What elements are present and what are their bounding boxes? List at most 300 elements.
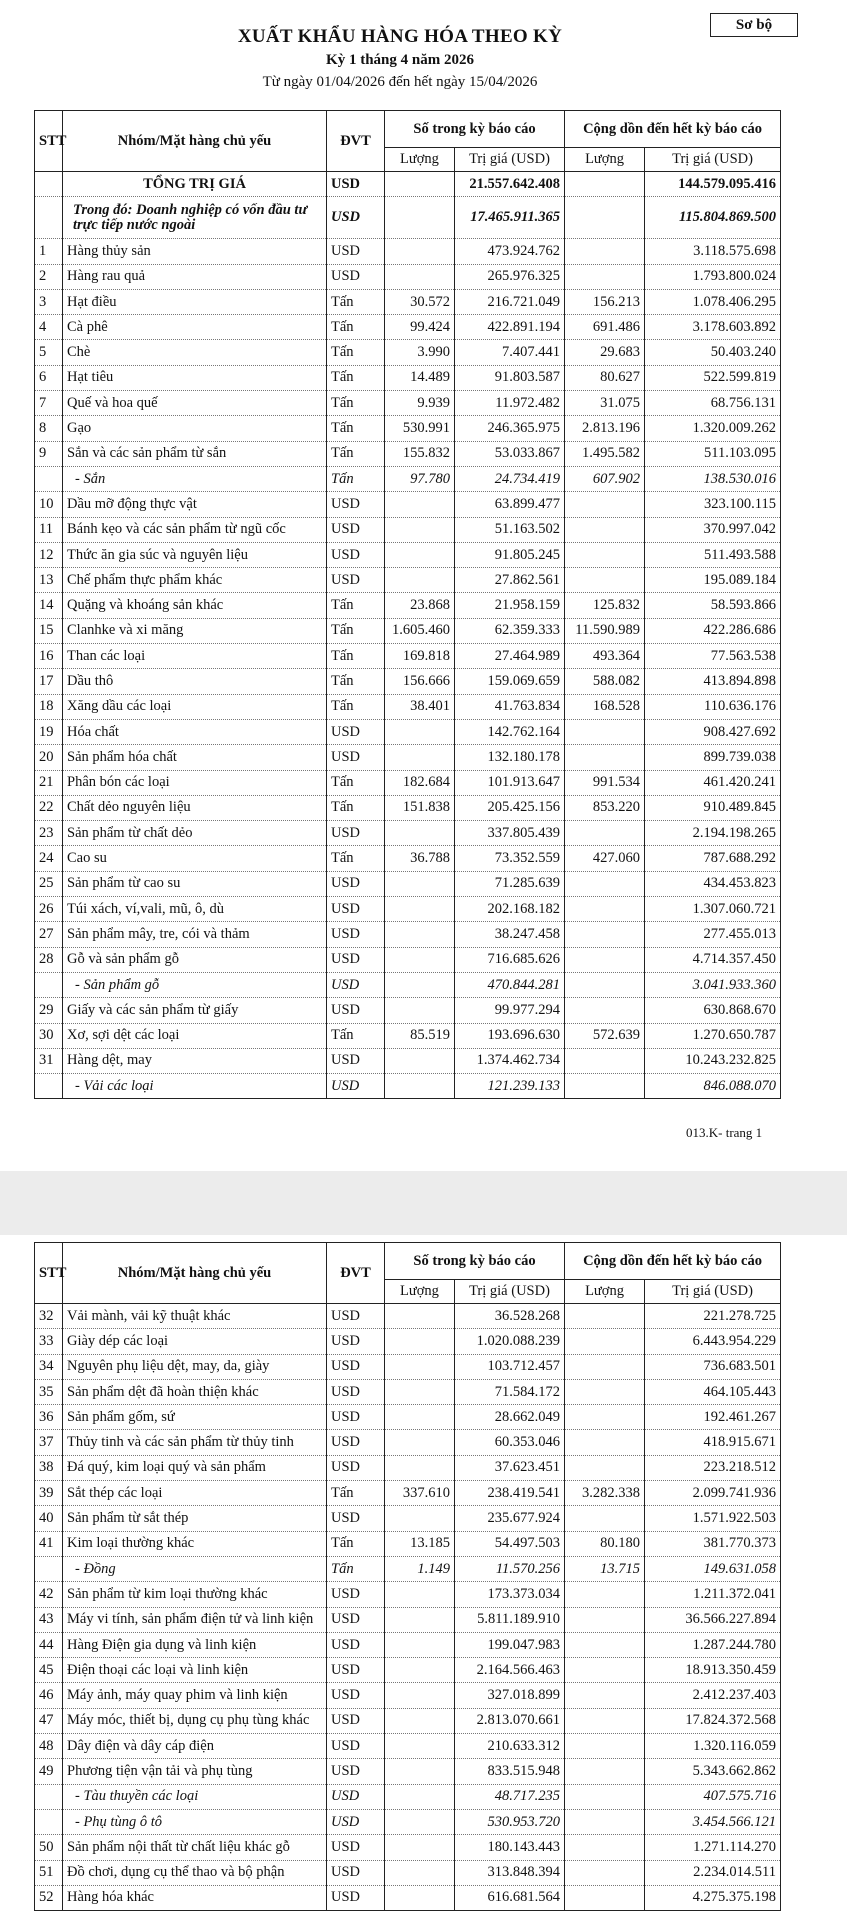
cell-period-qty — [385, 897, 455, 922]
cell-unit: USD — [327, 1708, 385, 1733]
table-row — [35, 1860, 781, 1885]
cell-unit: Tấn — [327, 1556, 385, 1581]
cell-stt: 27 — [35, 922, 63, 947]
cell-unit: USD — [327, 1455, 385, 1480]
cell-stt: 30 — [35, 1023, 63, 1048]
cell-cum-qty: 1.495.582 — [565, 441, 645, 466]
report-period: Kỳ 1 tháng 4 năm 2026 — [326, 52, 474, 68]
cell-period-qty: 1.149 — [385, 1556, 455, 1581]
cell-period-qty: 38.401 — [385, 694, 455, 719]
cell-cum-value: 1.793.800.024 — [645, 264, 781, 289]
cell-item-name: Sản phẩm hóa chất — [63, 745, 327, 770]
cell-period-qty — [385, 264, 455, 289]
cell-period-qty: 156.666 — [385, 669, 455, 694]
table-row — [35, 1506, 781, 1531]
table-row — [35, 821, 781, 846]
cell-unit: USD — [327, 1329, 385, 1354]
cell-unit: Tấn — [327, 669, 385, 694]
table-row — [35, 441, 781, 466]
cell-period-qty — [385, 1860, 455, 1885]
cell-period-value: 21.958.159 — [455, 593, 565, 618]
cell-unit: Tấn — [327, 795, 385, 820]
cell-stt: 33 — [35, 1329, 63, 1354]
cell-cum-qty — [565, 897, 645, 922]
cell-period-qty — [385, 1405, 455, 1430]
cell-unit: Tấn — [327, 1023, 385, 1048]
cell-item-name: Hàng rau quả — [63, 264, 327, 289]
table-row — [35, 1556, 781, 1581]
cell-cum-value: 223.218.512 — [645, 1455, 781, 1480]
table-row — [35, 644, 781, 669]
cell-cum-qty — [565, 1885, 645, 1910]
cell-stt: 9 — [35, 441, 63, 466]
cell-unit: USD — [327, 517, 385, 542]
cell-item-name: Sản phẩm từ kim loại thường khác — [63, 1582, 327, 1607]
cell-period-qty — [385, 1430, 455, 1455]
cell-stt: 19 — [35, 719, 63, 744]
cell-unit: USD — [327, 1835, 385, 1860]
header-item-group: Nhóm/Mặt hàng chủ yếu — [63, 1243, 327, 1304]
cell-cum-value: 434.453.823 — [645, 871, 781, 896]
header-cum-qty: Lượng — [565, 1280, 645, 1304]
cell-cum-qty: 11.590.989 — [565, 618, 645, 643]
table-row — [35, 1658, 781, 1683]
cell-item-name: Gỗ và sản phẩm gỗ — [63, 947, 327, 972]
cell-stt: 45 — [35, 1658, 63, 1683]
cell-period-value: 24.734.419 — [455, 466, 565, 491]
cell-cum-value: 36.566.227.894 — [645, 1607, 781, 1632]
cell-unit: USD — [327, 1304, 385, 1329]
cell-period-value: 473.924.762 — [455, 239, 565, 264]
cell-stt — [35, 972, 63, 997]
cell-period-value: 27.464.989 — [455, 644, 565, 669]
cell-cum-qty: 80.627 — [565, 365, 645, 390]
cell-cum-qty — [565, 947, 645, 972]
cell-period-qty — [385, 1379, 455, 1404]
cell-period-value: 99.977.294 — [455, 998, 565, 1023]
cell-period-value: 159.069.659 — [455, 669, 565, 694]
table-row — [35, 1759, 781, 1784]
cell-item-name: Sản phẩm mây, tre, cói và thảm — [63, 922, 327, 947]
table-row — [35, 1405, 781, 1430]
cell-item-name: Xơ, sợi dệt các loại — [63, 1023, 327, 1048]
cell-item-name: Clanhke và xi măng — [63, 618, 327, 643]
report-date-range: Từ ngày 01/04/2026 đến hết ngày 15/04/2026 — [262, 74, 538, 90]
cell-stt: 17 — [35, 669, 63, 694]
cell-item-name: - Sản phẩm gỗ — [63, 972, 327, 997]
cell-unit: USD — [327, 745, 385, 770]
table-row — [35, 172, 781, 197]
cell-period-value: 530.953.720 — [455, 1809, 565, 1834]
cell-item-name: Bánh kẹo và các sản phẩm từ ngũ cốc — [63, 517, 327, 542]
cell-item-name: Thủy tinh và các sản phẩm từ thủy tinh — [63, 1430, 327, 1455]
cell-unit: USD — [327, 1860, 385, 1885]
export-table-page-2 — [34, 1242, 781, 1911]
table-row — [35, 1481, 781, 1506]
cell-unit: USD — [327, 1379, 385, 1404]
cell-cum-value: 3.041.933.360 — [645, 972, 781, 997]
cell-cum-qty — [565, 1455, 645, 1480]
cell-cum-value: 511.103.095 — [645, 441, 781, 466]
cell-period-qty: 99.424 — [385, 315, 455, 340]
cell-cum-qty — [565, 1784, 645, 1809]
cell-period-value: 103.712.457 — [455, 1354, 565, 1379]
cell-item-name: Máy móc, thiết bị, dụng cụ phụ tùng khác — [63, 1708, 327, 1733]
cell-cum-value: 138.530.016 — [645, 466, 781, 491]
table-row — [35, 1531, 781, 1556]
cell-item-name: Điện thoại các loại và linh kiện — [63, 1658, 327, 1683]
table-row — [35, 719, 781, 744]
cell-period-value: 833.515.948 — [455, 1759, 565, 1784]
cell-period-value: 422.891.194 — [455, 315, 565, 340]
cell-period-qty — [385, 1304, 455, 1329]
cell-stt — [35, 172, 63, 197]
table-row — [35, 517, 781, 542]
header-stt: STT — [35, 111, 63, 172]
cell-period-qty: 337.610 — [385, 1481, 455, 1506]
header-cumulative: Cộng dồn đến hết kỳ báo cáo — [565, 111, 781, 148]
cell-period-value: 71.285.639 — [455, 871, 565, 896]
cell-period-qty — [385, 1632, 455, 1657]
table-row — [35, 1430, 781, 1455]
table-row — [35, 391, 781, 416]
cell-cum-value: 4.714.357.450 — [645, 947, 781, 972]
cell-period-qty — [385, 871, 455, 896]
cell-period-value: 51.163.502 — [455, 517, 565, 542]
cell-item-name: Dây điện và dây cáp điện — [63, 1734, 327, 1759]
cell-item-name: Cà phê — [63, 315, 327, 340]
cell-unit: USD — [327, 1632, 385, 1657]
cell-period-qty — [385, 197, 455, 239]
cell-cum-qty: 80.180 — [565, 1531, 645, 1556]
cell-cum-value: 1.320.009.262 — [645, 416, 781, 441]
cell-unit: Tấn — [327, 694, 385, 719]
table-body-page-2 — [35, 1304, 781, 1911]
cell-period-qty — [385, 1607, 455, 1632]
cell-period-qty — [385, 517, 455, 542]
cell-cum-value: 115.804.869.500 — [645, 197, 781, 239]
cell-period-qty — [385, 719, 455, 744]
cell-stt — [35, 1784, 63, 1809]
cell-cum-qty — [565, 1048, 645, 1073]
cell-cum-qty — [565, 871, 645, 896]
cell-cum-value: 1.571.922.503 — [645, 1506, 781, 1531]
cell-item-name: Chế phẩm thực phẩm khác — [63, 568, 327, 593]
cell-stt: 3 — [35, 289, 63, 314]
cell-stt: 22 — [35, 795, 63, 820]
header-period: Số trong kỳ báo cáo — [385, 111, 565, 148]
cell-period-qty: 182.684 — [385, 770, 455, 795]
cell-cum-qty: 493.364 — [565, 644, 645, 669]
cell-stt: 18 — [35, 694, 63, 719]
cell-period-qty — [385, 998, 455, 1023]
cell-cum-value: 899.739.038 — [645, 745, 781, 770]
cell-stt: 26 — [35, 897, 63, 922]
table-row — [35, 871, 781, 896]
page-footer: 013.K- trang 1 — [686, 1125, 763, 1140]
cell-period-qty: 530.991 — [385, 416, 455, 441]
cell-item-name: - Sắn — [63, 466, 327, 491]
cell-period-value: 60.353.046 — [455, 1430, 565, 1455]
cell-period-value: 54.497.503 — [455, 1531, 565, 1556]
cell-unit: Tấn — [327, 770, 385, 795]
cell-stt: 39 — [35, 1481, 63, 1506]
cell-unit: Tấn — [327, 1531, 385, 1556]
cell-period-value: 2.813.070.661 — [455, 1708, 565, 1733]
cell-stt: 1 — [35, 239, 63, 264]
header-period-value: Trị giá (USD) — [455, 148, 565, 172]
cell-period-qty: 14.489 — [385, 365, 455, 390]
cell-cum-value: 522.599.819 — [645, 365, 781, 390]
cell-period-qty — [385, 1455, 455, 1480]
cell-period-qty — [385, 947, 455, 972]
cell-period-value: 142.762.164 — [455, 719, 565, 744]
table-row — [35, 315, 781, 340]
cell-unit: USD — [327, 542, 385, 567]
cell-period-value: 199.047.983 — [455, 1632, 565, 1657]
cell-period-value: 11.570.256 — [455, 1556, 565, 1581]
cell-cum-qty — [565, 1304, 645, 1329]
cell-unit: Tấn — [327, 391, 385, 416]
table-row — [35, 1708, 781, 1733]
cell-period-value: 27.862.561 — [455, 568, 565, 593]
cell-cum-value: 17.824.372.568 — [645, 1708, 781, 1733]
cell-period-value: 216.721.049 — [455, 289, 565, 314]
cell-cum-qty — [565, 1074, 645, 1099]
cell-unit: USD — [327, 1582, 385, 1607]
cell-period-qty — [385, 1329, 455, 1354]
cell-cum-qty: 2.813.196 — [565, 416, 645, 441]
cell-stt: 8 — [35, 416, 63, 441]
cell-unit: USD — [327, 239, 385, 264]
cell-item-name: Sản phẩm dệt đã hoàn thiện khác — [63, 1379, 327, 1404]
header-stt: STT — [35, 1243, 63, 1304]
header-cum-value: Trị giá (USD) — [645, 148, 781, 172]
cell-item-name: TỔNG TRỊ GIÁ — [63, 172, 327, 197]
cell-stt: 12 — [35, 542, 63, 567]
cell-period-value: 48.717.235 — [455, 1784, 565, 1809]
cell-unit: USD — [327, 492, 385, 517]
cell-cum-value: 908.427.692 — [645, 719, 781, 744]
cell-cum-value: 110.636.176 — [645, 694, 781, 719]
cell-cum-qty: 588.082 — [565, 669, 645, 694]
cell-item-name: Quế và hoa quế — [63, 391, 327, 416]
cell-stt: 10 — [35, 492, 63, 517]
cell-stt: 35 — [35, 1379, 63, 1404]
cell-cum-qty — [565, 568, 645, 593]
export-table-page-1 — [34, 110, 781, 1099]
cell-cum-value: 370.997.042 — [645, 517, 781, 542]
cell-item-name: Nguyên phụ liệu dệt, may, da, giày — [63, 1354, 327, 1379]
report-title: XUẤT KHẨU HÀNG HÓA THEO KỲ — [237, 26, 563, 47]
table-row — [35, 947, 781, 972]
table-row — [35, 795, 781, 820]
cell-item-name: Sắn và các sản phẩm từ sắn — [63, 441, 327, 466]
cell-cum-value: 323.100.115 — [645, 492, 781, 517]
cell-unit: USD — [327, 1607, 385, 1632]
cell-unit: Tấn — [327, 340, 385, 365]
table-row — [35, 466, 781, 491]
table-row — [35, 1734, 781, 1759]
cell-period-qty: 169.818 — [385, 644, 455, 669]
cell-stt: 51 — [35, 1860, 63, 1885]
cell-cum-value: 1.271.114.270 — [645, 1835, 781, 1860]
cell-cum-qty — [565, 1658, 645, 1683]
cell-cum-value: 381.770.373 — [645, 1531, 781, 1556]
cell-cum-value: 418.915.671 — [645, 1430, 781, 1455]
table-row — [35, 618, 781, 643]
cell-period-value: 246.365.975 — [455, 416, 565, 441]
cell-unit: USD — [327, 972, 385, 997]
cell-item-name: Kim loại thường khác — [63, 1531, 327, 1556]
cell-period-value: 470.844.281 — [455, 972, 565, 997]
cell-item-name: Dầu thô — [63, 669, 327, 694]
table-row — [35, 542, 781, 567]
cell-item-name: Chè — [63, 340, 327, 365]
cell-item-name: Hàng thủy sản — [63, 239, 327, 264]
header-period-qty: Lượng — [385, 148, 455, 172]
cell-period-qty: 97.780 — [385, 466, 455, 491]
cell-item-name: Đồ chơi, dụng cụ thể thao và bộ phận — [63, 1860, 327, 1885]
cell-stt: 41 — [35, 1531, 63, 1556]
cell-unit: USD — [327, 1506, 385, 1531]
table-row — [35, 846, 781, 871]
cell-item-name: Quặng và khoáng sản khác — [63, 593, 327, 618]
cell-cum-qty: 991.534 — [565, 770, 645, 795]
cell-cum-value: 2.234.014.511 — [645, 1860, 781, 1885]
table-row — [35, 1455, 781, 1480]
cell-stt: 38 — [35, 1455, 63, 1480]
cell-stt: 52 — [35, 1885, 63, 1910]
cell-stt: 50 — [35, 1835, 63, 1860]
cell-period-qty — [385, 1658, 455, 1683]
cell-cum-qty — [565, 1809, 645, 1834]
cell-cum-qty — [565, 1835, 645, 1860]
cell-period-qty: 151.838 — [385, 795, 455, 820]
cell-cum-qty — [565, 1430, 645, 1455]
table-row — [35, 694, 781, 719]
cell-period-value: 73.352.559 — [455, 846, 565, 871]
table-row — [35, 1354, 781, 1379]
cell-cum-value: 10.243.232.825 — [645, 1048, 781, 1073]
cell-period-qty — [385, 1354, 455, 1379]
table-row — [35, 1683, 781, 1708]
cell-period-value: 202.168.182 — [455, 897, 565, 922]
cell-period-qty — [385, 172, 455, 197]
cell-item-name: Thức ăn gia súc và nguyên liệu — [63, 542, 327, 567]
cell-unit: Tấn — [327, 289, 385, 314]
cell-period-value: 41.763.834 — [455, 694, 565, 719]
cell-cum-qty — [565, 1734, 645, 1759]
table-row — [35, 264, 781, 289]
cell-cum-value: 144.579.095.416 — [645, 172, 781, 197]
cell-cum-qty — [565, 972, 645, 997]
cell-cum-value: 1.320.116.059 — [645, 1734, 781, 1759]
table-row — [35, 340, 781, 365]
cell-period-qty: 155.832 — [385, 441, 455, 466]
cell-item-name: Xăng dầu các loại — [63, 694, 327, 719]
cell-stt: 23 — [35, 821, 63, 846]
cell-item-name: Đá quý, kim loại quý và sản phẩm — [63, 1455, 327, 1480]
cell-unit: USD — [327, 871, 385, 896]
cell-period-value: 17.465.911.365 — [455, 197, 565, 239]
table-row — [35, 197, 781, 239]
cell-unit: USD — [327, 1784, 385, 1809]
cell-stt: 16 — [35, 644, 63, 669]
cell-period-value: 193.696.630 — [455, 1023, 565, 1048]
cell-stt: 43 — [35, 1607, 63, 1632]
cell-cum-value: 630.868.670 — [645, 998, 781, 1023]
table-body-page-1 — [35, 172, 781, 1099]
cell-cum-qty — [565, 1379, 645, 1404]
cell-period-value: 2.164.566.463 — [455, 1658, 565, 1683]
cell-unit: USD — [327, 1734, 385, 1759]
cell-item-name: - Đồng — [63, 1556, 327, 1581]
cell-period-value: 38.247.458 — [455, 922, 565, 947]
cell-period-value: 28.662.049 — [455, 1405, 565, 1430]
cell-stt: 14 — [35, 593, 63, 618]
table-row — [35, 1329, 781, 1354]
cell-period-qty — [385, 1734, 455, 1759]
cell-cum-qty — [565, 1405, 645, 1430]
table-row — [35, 922, 781, 947]
cell-unit: USD — [327, 998, 385, 1023]
cell-period-value: 180.143.443 — [455, 1835, 565, 1860]
cell-cum-value: 1.307.060.721 — [645, 897, 781, 922]
table-row — [35, 1835, 781, 1860]
cell-cum-qty — [565, 239, 645, 264]
cell-period-value: 173.373.034 — [455, 1582, 565, 1607]
cell-unit: USD — [327, 1405, 385, 1430]
preliminary-badge: Sơ bộ — [710, 13, 798, 37]
cell-cum-value: 511.493.588 — [645, 542, 781, 567]
table-row — [35, 289, 781, 314]
cell-unit: USD — [327, 897, 385, 922]
cell-stt: 29 — [35, 998, 63, 1023]
cell-cum-value: 787.688.292 — [645, 846, 781, 871]
cell-stt: 49 — [35, 1759, 63, 1784]
cell-item-name: Phân bón các loại — [63, 770, 327, 795]
cell-period-qty — [385, 492, 455, 517]
cell-unit: Tấn — [327, 644, 385, 669]
cell-cum-qty: 853.220 — [565, 795, 645, 820]
cell-period-value: 616.681.564 — [455, 1885, 565, 1910]
report-page-2 — [0, 1235, 847, 1932]
cell-cum-qty: 572.639 — [565, 1023, 645, 1048]
cell-item-name: Phương tiện vận tải và phụ tùng — [63, 1759, 327, 1784]
cell-cum-value: 192.461.267 — [645, 1405, 781, 1430]
cell-period-qty — [385, 1683, 455, 1708]
cell-item-name: Máy ảnh, máy quay phim và linh kiện — [63, 1683, 327, 1708]
cell-cum-value: 50.403.240 — [645, 340, 781, 365]
cell-stt: 2 — [35, 264, 63, 289]
cell-item-name: Hàng hóa khác — [63, 1885, 327, 1910]
cell-period-value: 21.557.642.408 — [455, 172, 565, 197]
table-row — [35, 745, 781, 770]
cell-period-value: 101.913.647 — [455, 770, 565, 795]
cell-unit: Tấn — [327, 1481, 385, 1506]
cell-stt: 32 — [35, 1304, 63, 1329]
cell-item-name: Sắt thép các loại — [63, 1481, 327, 1506]
header-unit: ĐVT — [327, 1243, 385, 1304]
cell-item-name: Than các loại — [63, 644, 327, 669]
cell-item-name: Sản phẩm từ cao su — [63, 871, 327, 896]
table-row — [35, 1379, 781, 1404]
cell-unit: Tấn — [327, 846, 385, 871]
cell-cum-value: 461.420.241 — [645, 770, 781, 795]
table-row — [35, 416, 781, 441]
table-row — [35, 1809, 781, 1834]
